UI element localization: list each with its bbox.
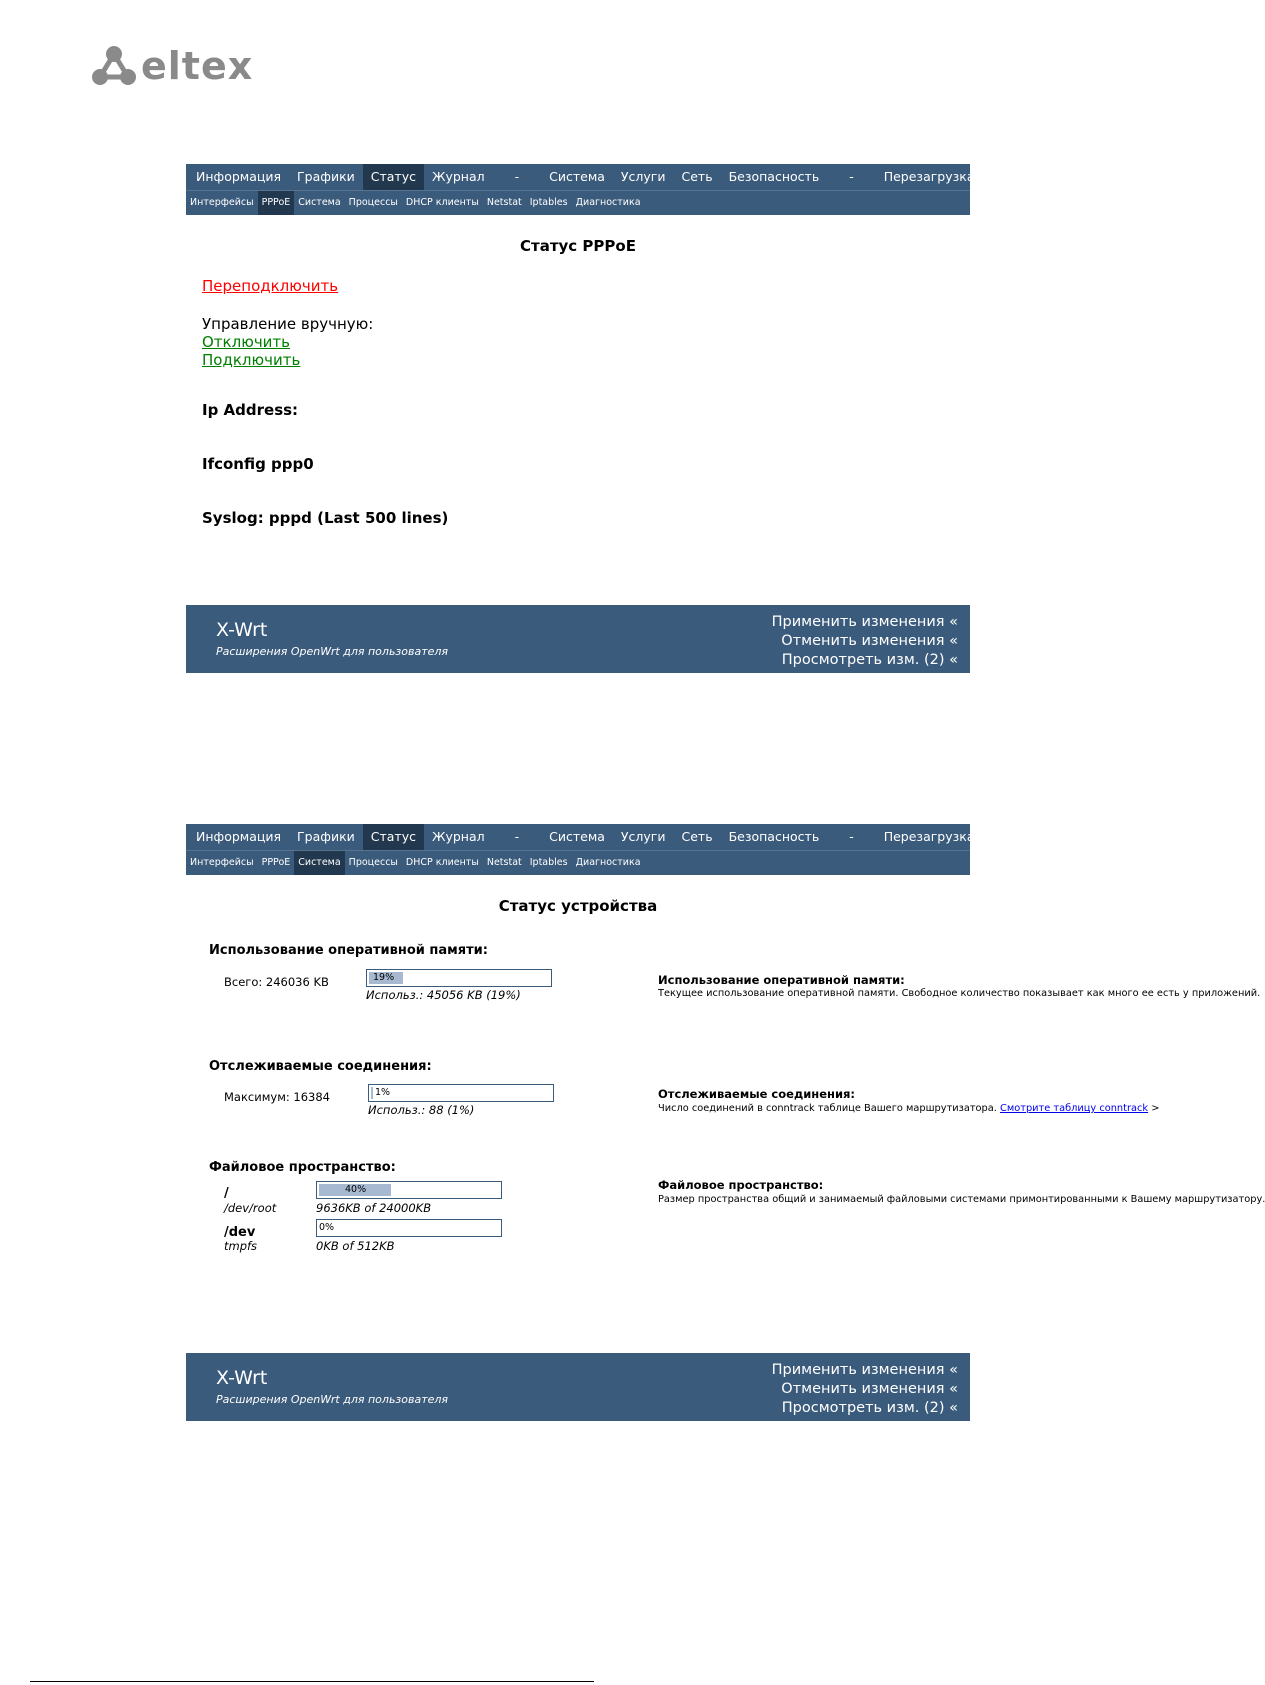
- sub-menu: [186, 850, 970, 875]
- menu-item-security[interactable]: Безопасность: [728, 829, 820, 844]
- conntrack-table-link[interactable]: Смотрите таблицу conntrack: [1000, 1103, 1149, 1114]
- submenu-item-processes[interactable]: Процессы: [348, 197, 398, 208]
- page-title: Статус PPPoE: [520, 237, 636, 255]
- menu-separator: -: [514, 169, 520, 184]
- system-content: [186, 875, 1265, 1353]
- submenu-item-dhcp-clients[interactable]: DHCP клиенты: [405, 857, 479, 868]
- main-menu: [186, 824, 975, 850]
- fs-dev-usage: 0KB of 512KB: [316, 1239, 395, 1253]
- disconnect-link[interactable]: Отключить: [202, 333, 291, 351]
- submenu-item-diagnostics[interactable]: Диагностика: [575, 857, 641, 868]
- menu-item-status[interactable]: Статус: [363, 824, 424, 850]
- menu-item-log[interactable]: Журнал: [431, 169, 485, 184]
- pppoe-content: [186, 215, 970, 605]
- connect-link[interactable]: Подключить: [202, 351, 301, 369]
- menu-item-services[interactable]: Услуги: [620, 829, 666, 844]
- footer-actions: [772, 1361, 958, 1418]
- memory-used: Использ.: 45056 KB (19%): [366, 988, 521, 1002]
- fs-dev-progress-bar: [316, 1219, 502, 1237]
- review-changes-link[interactable]: Просмотреть изм. (2) «: [781, 1400, 958, 1416]
- eltex-logo-icon: [91, 44, 137, 88]
- footer: [186, 605, 970, 673]
- menu-item-info[interactable]: Информация: [196, 829, 282, 844]
- footer-tagline: Расширения OpenWrt для пользователя: [216, 645, 449, 658]
- help-conntrack-text: Число соединений в conntrack таблице Вашего маршрутизатора.: [658, 1103, 997, 1114]
- conntrack-progress-bar: [368, 1084, 554, 1102]
- submenu-item-pppoe[interactable]: PPPoE: [261, 857, 291, 868]
- sub-menu: [186, 190, 970, 215]
- pppoe-status-screen: [186, 164, 975, 673]
- memory-total: Всего: 246036 KB: [224, 975, 329, 989]
- help-memory-title: Использование оперативной памяти:: [658, 973, 905, 987]
- footer-actions: [772, 613, 958, 670]
- conntrack-arrow: >: [1151, 1103, 1160, 1114]
- syslog-label: Syslog: pppd (Last 500 lines): [202, 509, 449, 527]
- menu-separator: -: [849, 829, 854, 844]
- navigation-bar: [186, 824, 975, 875]
- footer: [186, 1353, 970, 1421]
- fs-mount-root: /: [224, 1186, 229, 1201]
- menu-item-system[interactable]: Система: [549, 169, 605, 184]
- help-fs-text: Размер пространства общий и занимаемый файловыми системами примонтированными к Вашему маршрутизатору.: [658, 1194, 1265, 1205]
- submenu-item-iptables[interactable]: Iptables: [529, 197, 568, 208]
- submenu-item-interfaces[interactable]: Интерфейсы: [190, 857, 254, 868]
- submenu-item-netstat[interactable]: Netstat: [486, 197, 522, 208]
- menu-item-reboot[interactable]: Перезагрузка: [883, 169, 975, 184]
- fs-device-root: /dev/root: [224, 1201, 277, 1215]
- page-title: Статус устройства: [498, 897, 658, 915]
- submenu-item-diagnostics[interactable]: Диагностика: [575, 197, 641, 208]
- menu-item-system[interactable]: Система: [549, 829, 605, 844]
- submenu-item-netstat[interactable]: Netstat: [486, 857, 522, 868]
- menu-item-reboot[interactable]: Перезагрузка: [883, 829, 975, 844]
- menu-item-info[interactable]: Информация: [196, 169, 282, 184]
- apply-changes-link[interactable]: Применить изменения «: [771, 614, 958, 630]
- menu-item-graphs[interactable]: Графики: [297, 829, 355, 844]
- menu-item-network[interactable]: Сеть: [681, 829, 713, 844]
- reconnect-link[interactable]: Переподключить: [202, 277, 339, 295]
- main-menu: [186, 164, 975, 190]
- menu-separator: -: [514, 829, 520, 844]
- memory-heading: Использование оперативной памяти:: [209, 943, 488, 958]
- footer-brand: X-Wrt: [216, 619, 268, 641]
- memory-progress-bar: [366, 969, 552, 987]
- ip-address-label: Ip Address:: [202, 401, 299, 419]
- menu-item-security[interactable]: Безопасность: [728, 169, 820, 184]
- navigation-bar: [186, 164, 975, 215]
- submenu-item-iptables[interactable]: Iptables: [529, 857, 568, 868]
- manual-control-label: Управление вручную:: [202, 315, 374, 333]
- menu-item-log[interactable]: Журнал: [431, 829, 485, 844]
- apply-changes-link[interactable]: Применить изменения «: [771, 1362, 958, 1378]
- system-status-screen: [186, 824, 1265, 1421]
- submenu-item-system[interactable]: Система: [298, 197, 341, 208]
- logo-text: eltex: [141, 44, 254, 88]
- fs-dev-progress-label: 0%: [319, 1222, 335, 1233]
- fs-root-progress-label: 40%: [345, 1184, 367, 1195]
- filesystem-heading: Файловое пространство:: [209, 1160, 396, 1175]
- fs-device-dev: tmpfs: [224, 1239, 258, 1253]
- ifconfig-label: Ifconfig ppp0: [202, 455, 314, 473]
- help-conntrack-block: [658, 1103, 1160, 1115]
- submenu-item-pppoe[interactable]: PPPoE: [258, 191, 295, 215]
- memory-progress-label: 19%: [373, 972, 395, 983]
- page-bottom-rule: [30, 1681, 594, 1682]
- conntrack-max: Максимум: 16384: [224, 1090, 330, 1104]
- submenu-item-processes[interactable]: Процессы: [348, 857, 398, 868]
- cancel-changes-link[interactable]: Отменить изменения «: [781, 633, 958, 649]
- help-memory-text: Текущее использование оперативной памяти. Свободное количество показывает как много ее есть у приложений.: [658, 988, 1261, 999]
- fs-root-progress-bar: [316, 1181, 502, 1199]
- conntrack-progress-label: 1%: [375, 1087, 391, 1098]
- review-changes-link[interactable]: Просмотреть изм. (2) «: [781, 652, 958, 668]
- menu-item-services[interactable]: Услуги: [620, 169, 666, 184]
- footer-brand: X-Wrt: [216, 1367, 268, 1389]
- cancel-changes-link[interactable]: Отменить изменения «: [781, 1381, 958, 1397]
- menu-item-status[interactable]: Статус: [363, 164, 424, 190]
- fs-mount-dev: /dev: [224, 1225, 256, 1240]
- help-conntrack-title: Отслеживаемые соединения:: [658, 1087, 856, 1101]
- fs-root-usage: 9636KB of 24000KB: [316, 1201, 432, 1215]
- submenu-item-dhcp-clients[interactable]: DHCP клиенты: [405, 197, 479, 208]
- submenu-item-system[interactable]: Система: [294, 851, 344, 875]
- menu-item-graphs[interactable]: Графики: [297, 169, 355, 184]
- footer-tagline: Расширения OpenWrt для пользователя: [216, 1393, 449, 1406]
- submenu-item-interfaces[interactable]: Интерфейсы: [190, 197, 254, 208]
- menu-item-network[interactable]: Сеть: [681, 169, 713, 184]
- menu-separator: -: [849, 169, 854, 184]
- conntrack-heading: Отслеживаемые соединения:: [209, 1059, 432, 1074]
- conntrack-progress-fill: [371, 1087, 373, 1099]
- help-fs-title: Файловое пространство:: [658, 1178, 824, 1192]
- conntrack-used: Использ.: 88 (1%): [368, 1103, 475, 1117]
